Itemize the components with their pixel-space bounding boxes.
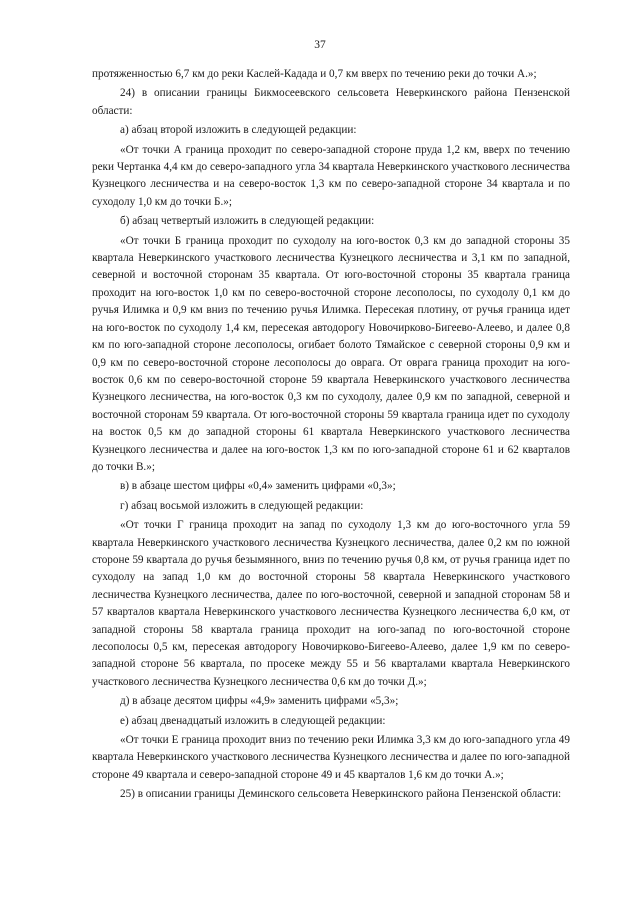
paragraph: «От точки Б граница проходит по суходолу на юго-восток 0,3 км до западной стороны 35 квартала Неверкинского участкового лесничества Кузнецкого лесничества и 3,1 км по западной, северной и восточной сторонам 35 квартала. От юго-восточной стороны 35 квартала граница проходит на юго-восток 1,0 км по северо-восточной стороне лесополосы, по суходолу 0,1 км до ручья Илимка и 0,9 км вниз по течению ручья Илимка. Пересекая плотину, от ручья граница идет на юго-восток по суходолу 1,4 км, пересекая автодорогу Новочирково-Бигеево-Алеево, и далее 0,8 км по юго-западной стороне лесополосы, огибает болото Тямайское с северной стороны 0,9 км и 0,9 км по северо-восточной стороне лесополосы до оврага. От оврага граница проходит на юго-восток 0,6 км по северо-восточной стороне 59 квартала Неверкинского участкового лесничества Кузнецкого лесничества, на юго-восток 0,3 км по суходолу, далее 0,9 км по западной, северной и восточной сторонам 59 квартала. От юго-восточной стороны 59 квартала граница идет по суходолу на восток 0,5 км до западной стороны 61 квартала Неверкинского участкового лесничества Кузнецкого лесничества и далее на юго-восток 1,3 км по юго-западной стороне 61 и 62 кварталов до точки В.»; bbox=[92, 234, 570, 473]
page-number: 37 bbox=[314, 39, 326, 51]
paragraph: е) абзац двенадцатый изложить в следующей редакции: bbox=[120, 714, 386, 727]
paragraph: д) в абзаце десятом цифры «4,9» заменить цифрами «5,3»; bbox=[120, 695, 399, 708]
document-body bbox=[92, 66, 570, 806]
paragraph: «От точки Г граница проходит на запад по суходолу 1,3 км до юго-восточного угла 59 квартала Неверкинского участкового лесничества Кузнецкого лесничества, далее 0,2 км по южной стороне 59 квартала до ручья безымянного, вниз по течению ручья 0,8 км, от ручья граница идет по суходолу на запад 1,0 км до восточной стороны 58 квартала Неверкинского участкового лесничества Кузнецкого лесничества, далее по юго-восточной, северной и западной сторонам 58 и 57 кварталов квартала Неверкинского участкового лесничества Кузнецкого лесничества 6,0 км, от западной стороны 58 квартала граница проходит на юго-запад по юго-восточной стороне лесополосы 0,5 км, пересекая автодорогу Новочирково-Бигеево-Алеево, далее 1,9 км по северо-западной стороне 56 квартала, по просеке между 55 и 56 кварталами квартала Неверкинского участкового лесничества Кузнецкого лесничества 0,6 км до точки Д.»; bbox=[92, 519, 570, 688]
paragraph: 25) в описании границы Деминского сельсовета Неверкинского района Пензенской области: bbox=[120, 788, 562, 801]
paragraph: 24) в описании границы Бикмосеевского сельсовета Неверкинского района Пензенской области: bbox=[92, 87, 570, 117]
paragraph: а) абзац второй изложить в следующей редакции: bbox=[120, 124, 357, 137]
paragraph: б) абзац четвертый изложить в следующей редакции: bbox=[120, 215, 375, 228]
paragraph: «От точки А граница проходит по северо-западной стороне пруда 1,2 км, вверх по течению реки Чертанка 4,4 км до северо-западного угла 34 квартала Неверкинского участкового лесничества Кузнецкого лесничества и на северо-восток 1,3 км по северо-западной стороне 34 квартала и по суходолу 1,0 км до точки Б.»; bbox=[92, 143, 570, 208]
paragraph: в) в абзаце шестом цифры «0,4» заменить цифрами «0,3»; bbox=[120, 480, 396, 493]
paragraph: г) абзац восьмой изложить в следующей редакции: bbox=[120, 499, 364, 512]
paragraph: «От точки Е граница проходит вниз по течению реки Илимка 3,3 км до юго-западного угла 49 квартала Неверкинского участкового лесничества Кузнецкого лесничества и далее по юго-западной стороне 49 квартала и северо-западной стороне 49 и 45 кварталов 1,6 км до точки А.»; bbox=[92, 734, 570, 781]
paragraph: протяженностью 6,7 км до реки Каслей-Кадада и 0,7 км вверх по течению реки до точки А.»; bbox=[92, 68, 537, 80]
